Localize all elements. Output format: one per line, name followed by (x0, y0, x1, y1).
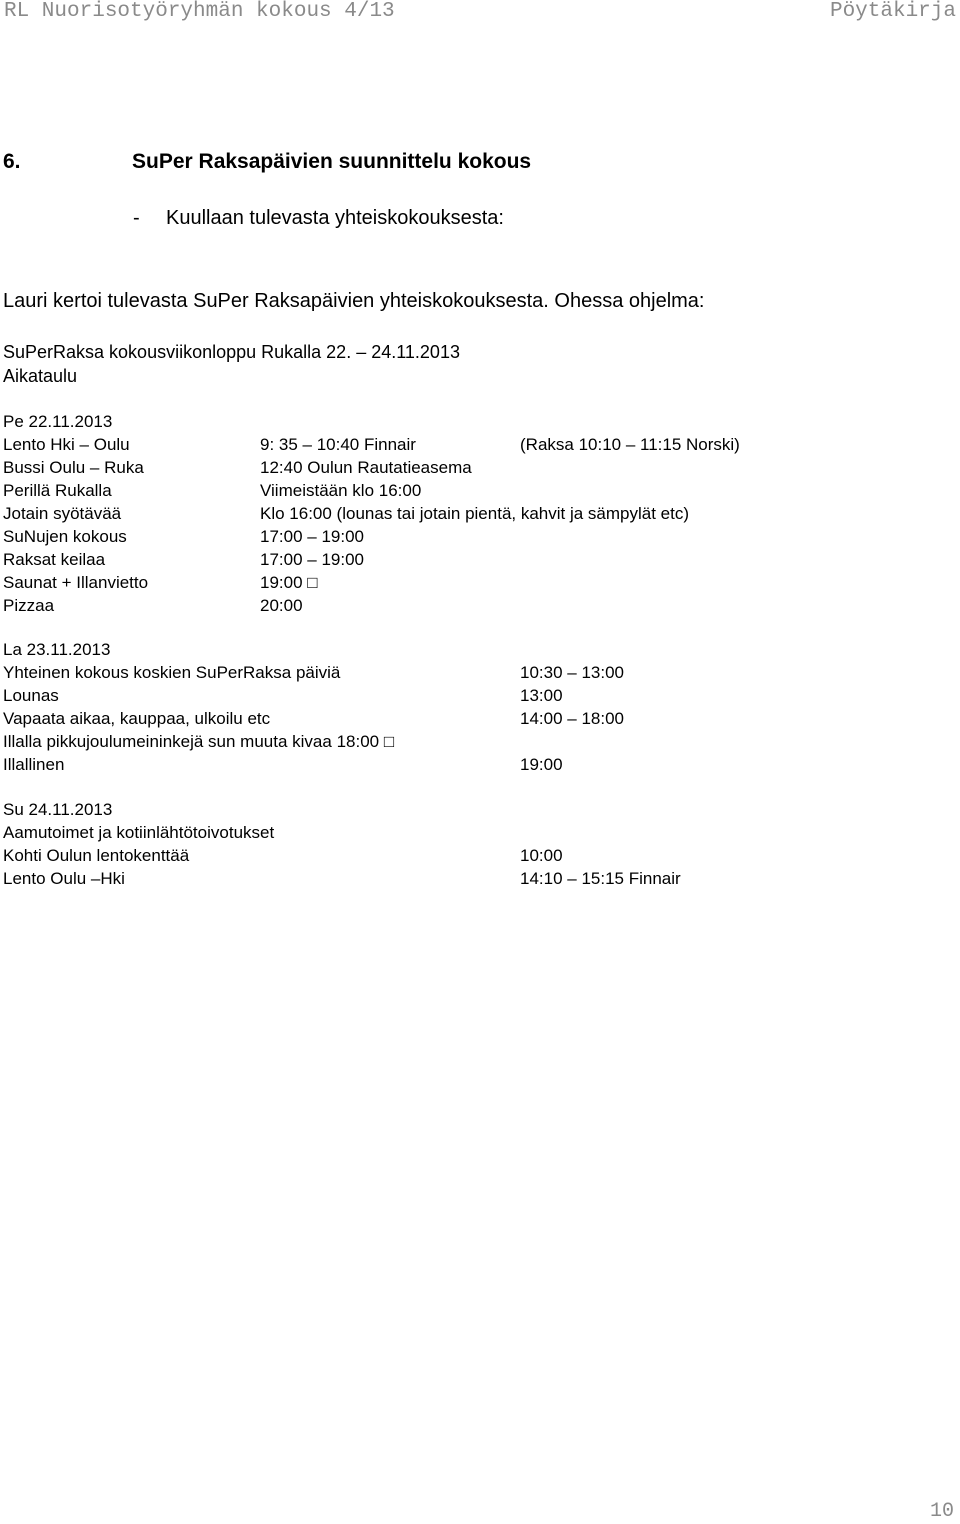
row-label: Jotain syötävää (3, 504, 122, 523)
section-number: 6. (3, 150, 21, 173)
row-time: 10:30 – 13:00 (520, 663, 624, 682)
row-time: 14:00 – 18:00 (520, 709, 624, 728)
row-time: 19:00 □ (260, 573, 318, 592)
day-date: Su 24.11.2013 (3, 800, 113, 819)
row-label: Aamutoimet ja kotiinlähtötoivotukset (3, 823, 275, 842)
day-date: La 23.11.2013 (3, 640, 111, 659)
row-time: 10:00 (520, 846, 563, 865)
row-label: SuNujen kokous (3, 527, 127, 546)
page-number: 10 (929, 1500, 954, 1523)
row-label: Illalla pikkujoulumeininkejä sun muuta kivaa 18:00 □ (3, 732, 395, 751)
row-label: Pizzaa (3, 596, 55, 615)
row-label: Illallinen (3, 755, 65, 774)
header-doc-type: Pöytäkirja (829, 0, 956, 23)
header-title: RL Nuorisotyöryhmän kokous 4/13 (4, 0, 395, 23)
bullet-marker: - (133, 207, 140, 229)
row-label: Raksat keilaa (3, 550, 106, 569)
section-title: SuPer Raksapäivien suunnittelu kokous (132, 150, 532, 173)
row-time: 9: 35 – 10:40 Finnair (260, 435, 416, 454)
schedule-label: Aikataulu (3, 366, 78, 386)
row-time: 14:10 – 15:15 Finnair (520, 869, 681, 888)
row-time: 20:00 (260, 596, 303, 615)
row-note: (Raksa 10:10 – 11:15 Norski) (520, 435, 740, 454)
row-label: Vapaata aikaa, kauppaa, ulkoilu etc (3, 709, 271, 728)
intro-paragraph: Lauri kertoi tulevasta SuPer Raksapäivien yhteiskokouksesta. Ohessa ohjelma: (3, 290, 705, 312)
row-label: Lounas (3, 686, 59, 705)
row-time: 19:00 (520, 755, 563, 774)
row-time: 17:00 – 19:00 (260, 550, 364, 569)
bullet-text: Kuullaan tulevasta yhteiskokouksesta: (166, 207, 504, 229)
row-label: Kohti Oulun lentokenttää (3, 846, 190, 865)
row-label: Bussi Oulu – Ruka (3, 458, 144, 477)
event-line: SuPerRaksa kokousviikonloppu Rukalla 22. – 24.11.2013 (3, 342, 460, 362)
row-label: Saunat + Illanvietto (3, 573, 149, 592)
row-label: Perillä Rukalla (3, 481, 112, 500)
row-time: Viimeistään klo 16:00 (260, 481, 422, 500)
page-header (0, 0, 960, 28)
row-label: Lento Hki – Oulu (3, 435, 130, 454)
row-label: Lento Oulu –Hki (3, 869, 125, 888)
day-date: Pe 22.11.2013 (3, 412, 113, 431)
row-time: 13:00 (520, 686, 563, 705)
row-time: 12:40 Oulun Rautatieasema (260, 458, 472, 477)
row-label: Yhteinen kokous koskien SuPerRaksa päiviä (3, 663, 341, 682)
row-time: Klo 16:00 (lounas tai jotain pientä, kahvit ja sämpylät etc) (260, 504, 690, 523)
row-time: 17:00 – 19:00 (260, 527, 364, 546)
